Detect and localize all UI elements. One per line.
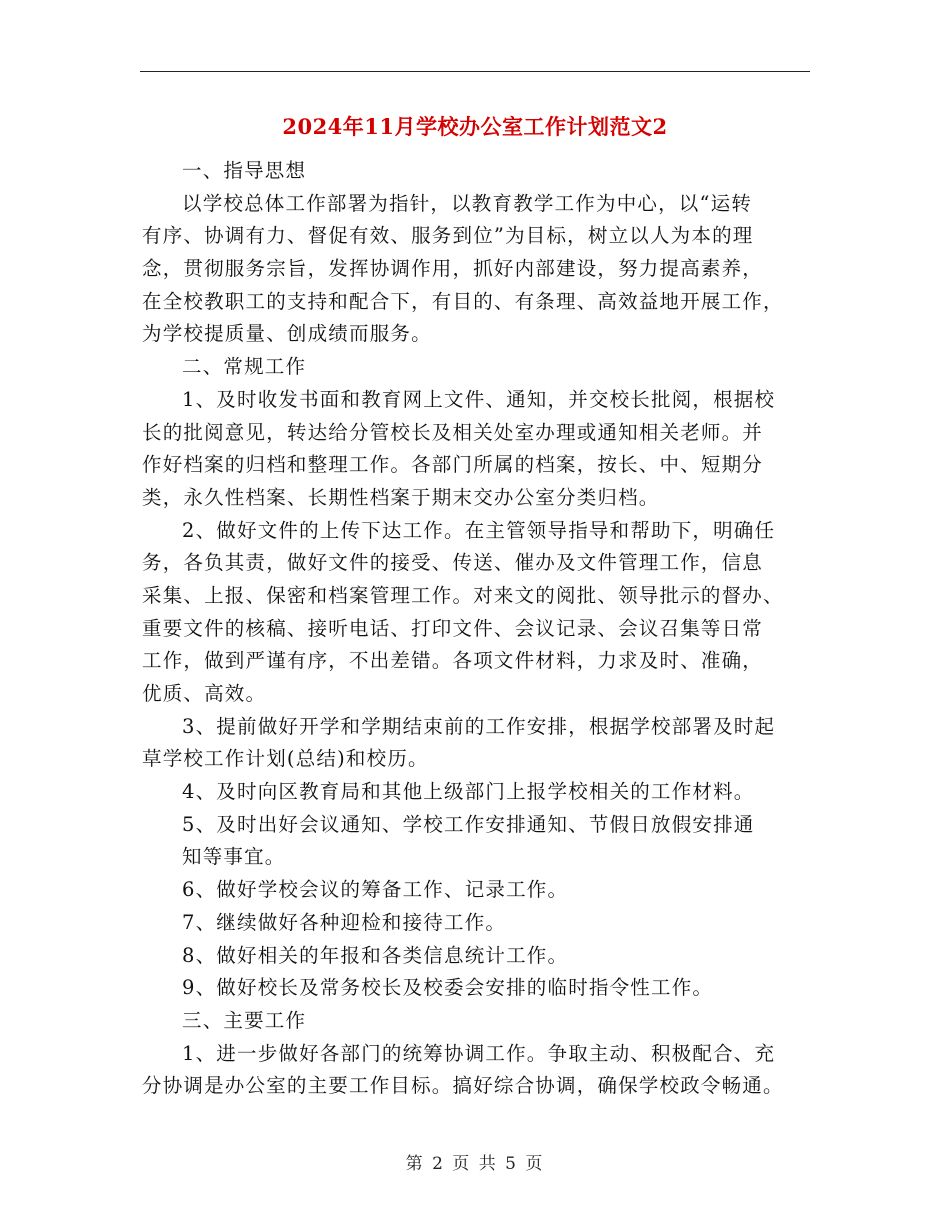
paragraph-line: 6、做好学校会议的筹备工作、记录工作。 — [182, 878, 569, 902]
paragraph-line: 9、做好校长及常务校长及校委会安排的临时指令性工作。 — [182, 976, 714, 1000]
paragraph-line: 优质、高效。 — [142, 682, 267, 705]
document-body — [142, 155, 808, 1103]
paragraph-line: 4、及时向区教育局和其他上级部门上报学校相关的工作材料。 — [182, 780, 755, 804]
paragraph-line: 知等事宜。 — [182, 845, 286, 869]
paragraph-line: 类，永久性档案、长期性档案于期末交办公室分类归档。 — [142, 485, 660, 509]
paragraph-line: 7、继续做好各种迎检和接待工作。 — [182, 910, 507, 934]
paragraph-line: 1、进一步做好各部门的统筹协调工作。争取主动、积极配合、充 — [182, 1041, 776, 1065]
paragraph-line: 一、指导思想 — [182, 159, 307, 182]
paragraph-line: 三、主要工作 — [182, 1008, 307, 1032]
paragraph-line: 1、及时收发书面和教育网上文件、通知，并交校长批阅，根据校 — [182, 387, 776, 411]
paragraph-line: 长的批阅意见，转达给分管校长及相关处室办理或通知相关老师。并 — [142, 420, 764, 444]
paragraph-line: 有序、协调有力、督促有效、服务到位”为目标，树立以人为本的理 — [142, 224, 754, 248]
paragraph-line: 重要文件的核稿、接听电话、打印文件、会议记录、会议召集等日常 — [142, 616, 764, 640]
paragraph-line: 工作，做到严谨有序，不出差错。各项文件材料，力求及时、准确， — [142, 649, 764, 673]
paragraph-line: 作好档案的归档和整理工作。各部门所属的档案，按长、中、短期分 — [142, 453, 764, 477]
paragraph-line: 为学校提质量、创成绩而服务。 — [142, 322, 432, 346]
paragraph-line: 分协调是办公室的主要工作目标。搞好综合协调，确保学校政令畅通。 — [142, 1074, 784, 1098]
paragraph-line: 在全校教职工的支持和配合下，有目的、有条理、高效益地开展工作， — [142, 289, 784, 313]
header-rule — [140, 71, 810, 72]
paragraph-line: 草学校工作计划(总结)和校历。 — [142, 747, 429, 771]
paragraph-line: 5、及时出好会议通知、学校工作安排通知、节假日放假安排通 — [182, 812, 755, 836]
paragraph-line: 2、做好文件的上传下达工作。在主管领导指导和帮助下，明确任 — [182, 518, 776, 542]
paragraph-line: 念，贯彻服务宗旨，发挥协调作用，抓好内部建设，努力提高素养， — [142, 257, 764, 281]
paragraph-line: 务，各负其责，做好文件的接受、传送、催办及文件管理工作，信息 — [142, 551, 764, 575]
paragraph-line: 以学校总体工作部署为指针，以教育教学工作为中心，以“运转 — [182, 191, 753, 215]
paragraph-line: 8、做好相关的年报和各类信息统计工作。 — [182, 943, 569, 967]
document-title: 2024年11月学校办公室工作计划范文2 — [282, 114, 668, 139]
paragraph-line: 3、提前做好开学和学期结束前的工作安排，根据学校部署及时起 — [182, 714, 776, 738]
paragraph-line: 采集、上报、保密和档案管理工作。对来文的阅批、领导批示的督办、 — [142, 583, 784, 607]
page-number-footer: 第 2 页 共 5 页 — [405, 1154, 545, 1174]
paragraph-line: 二、常规工作 — [182, 355, 307, 379]
